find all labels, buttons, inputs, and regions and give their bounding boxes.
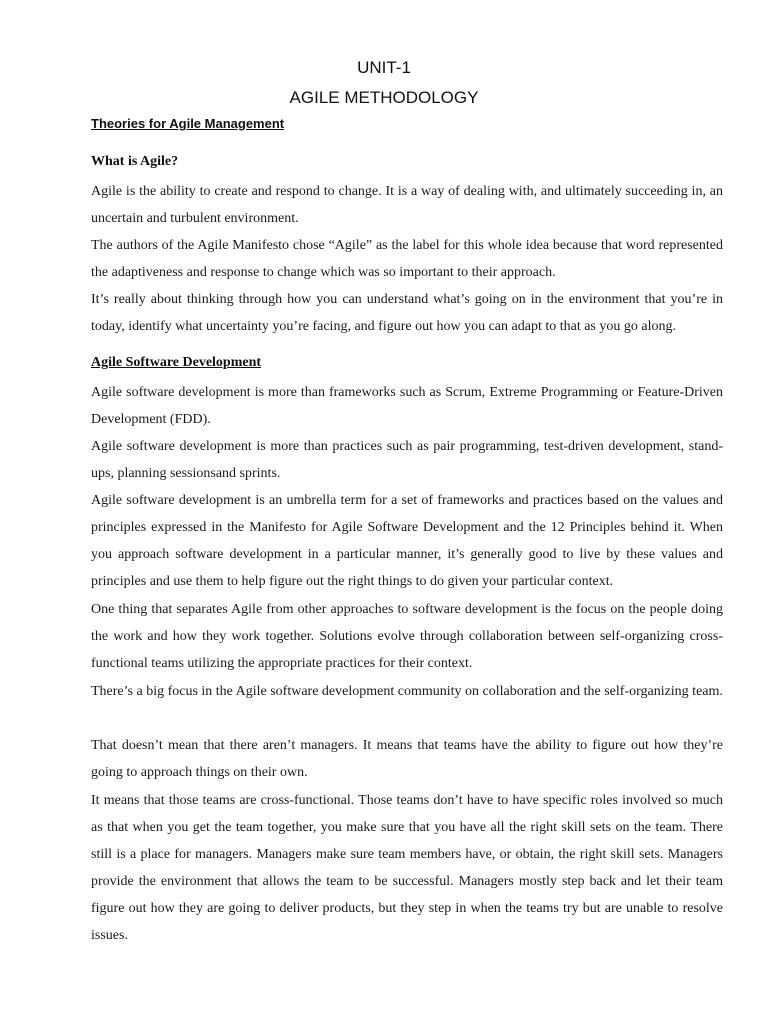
paragraph-frameworks: Agile software development is more than frameworks such as Scrum, Extreme Programming or Feature-Driven Development (FDD).	[91, 385, 723, 427]
paragraph-thinking-through: It’s really about thinking through how you can understand what’s going on in the environment that you’re in today, identify what uncertainty you’re facing, and figure out how you can adapt to that as you go along.	[91, 292, 723, 334]
what-is-agile-heading: What is Agile?	[91, 154, 179, 169]
paragraph-manifesto-name: The authors of the Agile Manifesto chose “Agile” as the label for this whole idea because that word represented the adaptiveness and response to change which was so important to their approach.	[91, 238, 723, 280]
paragraph-umbrella-term: Agile software development is an umbrella term for a set of frameworks and practices based on the values and principles expressed in the Manifesto for Agile Software Development and the 12 Principles behind it. When you approach software development in a particular manner, it’s generally good to live by these values and principles and use them to help figure out the right things to do given your particular context.	[91, 493, 723, 589]
paragraph-people-focus: One thing that separates Agile from other approaches to software development is the focus on the people doing the work and how they work together. Solutions evolve through collaboration between self-organizing cross-functional teams utilizing the appropriate practices for their context.	[91, 602, 723, 671]
paragraph-agile-definition: Agile is the ability to create and respond to change. It is a way of dealing with, and ultimately succeeding in, an uncertain and turbulent environment.	[91, 184, 723, 226]
paragraph-practices: Agile software development is more than practices such as pair programming, test-driven development, stand-ups, planning sessionsand sprints.	[91, 439, 723, 481]
paragraph-cross-functional: It means that those teams are cross-functional. Those teams don’t have to have specific roles involved so much as that when you get the team together, you make sure that you have all the right skill sets on the team. There still is a place for managers. Managers make sure team members have, or obtain, the right skill sets. Managers provide the environment that allows the team to be successful. Managers mostly step back and let their team figure out how they are going to deliver products, but they step in when the teams try but are unable to resolve issues.	[91, 793, 723, 943]
unit-title: UNIT-1	[357, 58, 411, 77]
page-title: AGILE METHODOLOGY	[289, 88, 479, 107]
paragraph-managers: That doesn’t mean that there aren’t managers. It means that teams have the ability to figure out how they’re going to approach things on their own.	[91, 738, 723, 780]
section-subtitle: Theories for Agile Management	[91, 116, 285, 131]
paragraph-collaboration: There’s a big focus in the Agile software development community on collaboration and the self-organizing team.	[91, 684, 723, 699]
agile-software-development-heading: Agile Software Development	[91, 355, 262, 370]
